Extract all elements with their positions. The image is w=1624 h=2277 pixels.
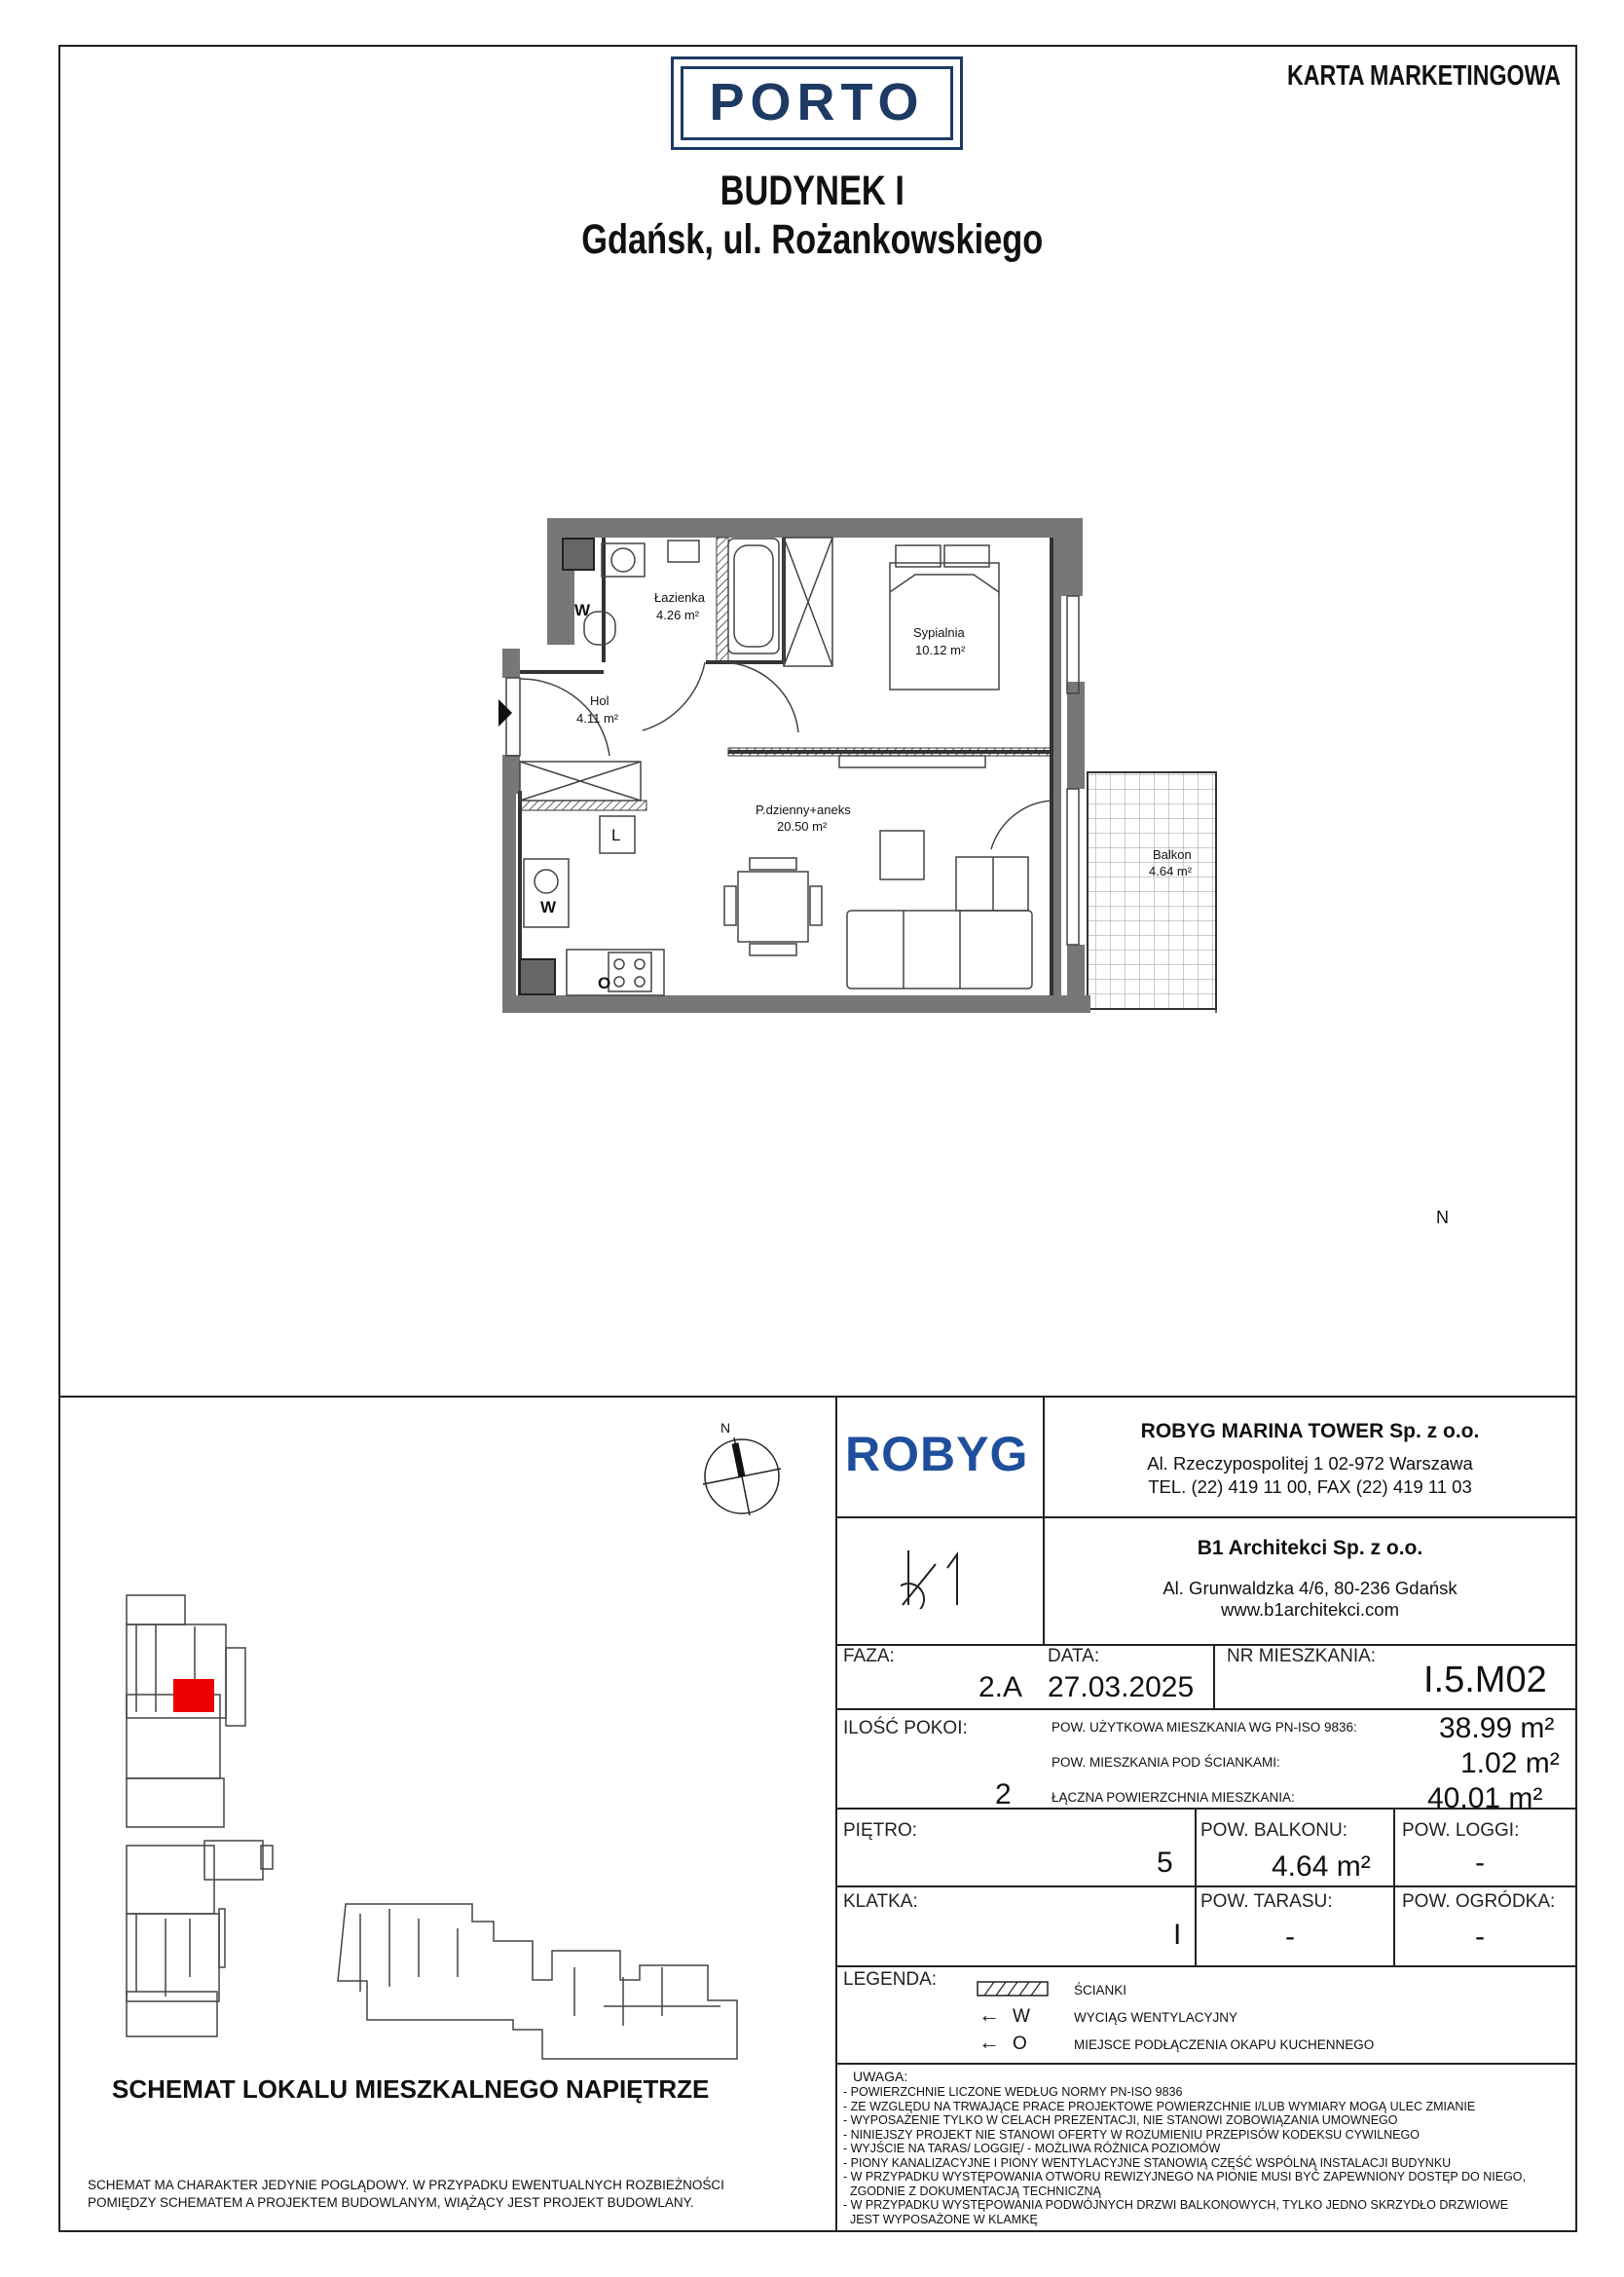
legend-w-arrow: ←	[978, 2002, 1000, 2027]
hall-area: 4.11 m²	[576, 711, 619, 726]
note-item: - ZE WZGLĘDU NA TRWAJĄCE PRACE PROJEKTOWE POWIERZCHNIE I/LUB WYMIARY MOGĄ ULEC ZMIANIE	[843, 2099, 1476, 2113]
ogrodek-value: -	[1475, 1921, 1485, 1953]
data-label: DATA:	[1048, 1646, 1100, 1666]
living-name: P.dzienny+aneks	[756, 803, 851, 817]
balkon-label: POW. BALKONU:	[1200, 1820, 1347, 1841]
note-item: - WYPOSAŻENIE TYLKO W CELACH PREZENTACJI, NIE STANOWI ZOBOWIĄZANIA UMOWNEGO	[843, 2113, 1398, 2127]
ogrodek-label: POW. OGRÓDKA:	[1402, 1891, 1556, 1912]
fridge-marker: L	[611, 826, 621, 844]
legend-title: LEGENDA:	[843, 1969, 938, 1990]
developer-name: ROBYG MARINA TOWER Sp. z o.o.	[1140, 1420, 1480, 1442]
pow-uzytkowa-label: POW. UŻYTKOWA MIESZKANIA WG PN-ISO 9836:	[1052, 1720, 1357, 1735]
pokoje-label: ILOŚĆ POKOI:	[843, 1718, 968, 1738]
scheme-title: SCHEMAT LOKALU MIESZKALNEGO NAPIĘTRZE	[112, 2074, 710, 2104]
building-scheme	[0, 1402, 835, 2084]
legend-o-symbol: O	[1013, 2034, 1027, 2054]
note-item: - W PRZYPADKU WYSTĘPOWANIA PODWÓJNYCH DRZWI BALKONOWYCH, TYLKO JEDNO SKRZYDŁO DRZWIOWE	[843, 2198, 1509, 2212]
plan-compass-north: N	[1436, 1208, 1449, 1227]
pow-scianki-value: 1.02 m²	[1460, 1747, 1560, 1779]
pow-laczna-label: ŁĄCZNA POWIERZCHNIA MIESZKANIA:	[1052, 1790, 1295, 1805]
bedroom-area: 10.12 m²	[915, 643, 966, 657]
porto-logo: PORTO	[671, 56, 963, 150]
note-item: JEST WYPOSAŻONE W KLAMKĘ	[843, 2212, 1038, 2226]
vent-marker: W	[574, 601, 591, 619]
robyg-logo: ROBYG	[845, 1427, 1029, 1481]
legend-o-arrow: ←	[978, 2030, 1000, 2054]
scheme-compass	[703, 1437, 781, 1515]
card-type-label: KARTA MARKETINGOWA	[1287, 60, 1561, 92]
nr-label: NR MIESZKANIA:	[1227, 1646, 1377, 1666]
legend-hatch-swatch	[977, 1979, 1051, 1998]
vent-marker-kitchen: W	[540, 898, 557, 916]
legend-w-text: WYCIĄG WENTYLACYJNY	[1074, 2010, 1238, 2025]
balkon-value: 4.64 m²	[1272, 1850, 1371, 1883]
scheme-note-2: POMIĘDZY SCHEMATEM A PROJEKTEM BUDOWLANYM, WIĄŻĄCY JEST PROJEKT BUDOWLANY.	[88, 2195, 694, 2210]
note-item: - NINIEJSZY PROJEKT NIE STANOWI OFERTY W ROZUMIENIU PRZEPISÓW KODEKSU CYWILNEGO	[843, 2127, 1420, 2142]
faza-value: 2.A	[978, 1671, 1023, 1703]
legend-w-symbol: W	[1013, 2006, 1030, 2027]
note-item: - PIONY KANALIZACYJNE I PIONY WENTYLACYJNE STANOWIĄ CZĘŚĆ WSPÓLNĄ INSTALACJI BUDYNKU	[843, 2155, 1452, 2170]
scheme-note-1: SCHEMAT MA CHARAKTER JEDYNIE POGLĄDOWY. W PRZYPADKU EWENTUALNYCH ROZBIEŻNOŚCI	[88, 2178, 724, 2192]
balcony	[1088, 772, 1216, 1013]
architect-address: Al. Grunwaldzka 4/6, 80-236 Gdańsk	[1163, 1578, 1458, 1598]
loggia-value: -	[1475, 1847, 1485, 1879]
highlight-unit	[173, 1679, 214, 1712]
note-item: - POWIERZCHNIE LICZONE WEDŁUG NORMY PN-ISO 9836	[843, 2085, 1183, 2099]
loggia-label: POW. LOGGI:	[1402, 1820, 1520, 1841]
legend-o-text: MIEJSCE PODŁĄCZENIA OKAPU KUCHENNEGO	[1074, 2037, 1375, 2052]
klatka-label: KLATKA:	[843, 1891, 918, 1912]
klatka-value: I	[1173, 1919, 1182, 1951]
bathroom-area: 4.26 m²	[656, 608, 700, 622]
pokoje-value: 2	[995, 1778, 1012, 1810]
note-item: ZGODNIE Z DOKUMENTACJĄ TECHNICZNĄ	[843, 2184, 1101, 2198]
architect-name: B1 Architekci Sp. z o.o.	[1197, 1537, 1423, 1559]
pow-laczna-value: 40.01 m²	[1427, 1782, 1543, 1814]
pietro-value: 5	[1157, 1847, 1173, 1879]
note-item: - WYJŚCIE NA TARAS/ LOGGIĘ/ - MOŻLIWA RÓŻNICA POZIOMÓW	[843, 2142, 1221, 2155]
floor-plan	[0, 0, 1624, 1071]
hood-marker: O	[598, 974, 611, 992]
note-item: - W PRZYPADKU WYSTĘPOWANIA OTWORU REWIZYJNEGO NA PIONIE MUSI BYĆ ZAPEWNIONY DOSTĘP DO NIEGO,	[843, 2170, 1526, 2184]
architect-web: www.b1architekci.com	[1220, 1599, 1399, 1620]
taras-value: -	[1285, 1921, 1295, 1953]
bedroom-name: Sypialnia	[913, 625, 965, 640]
b1-logo	[901, 1550, 971, 1614]
walls	[502, 518, 1090, 1013]
balcony-area: 4.64 m²	[1149, 864, 1193, 878]
scheme-compass-north: N	[720, 1420, 731, 1436]
taras-label: POW. TARASU:	[1200, 1891, 1333, 1912]
developer-phone: TEL. (22) 419 11 00, FAX (22) 419 11 03	[1148, 1476, 1472, 1497]
developer-address: Al. Rzeczypospolitej 1 02-972 Warszawa	[1147, 1453, 1473, 1474]
nr-value: I.5.M02	[1423, 1660, 1547, 1700]
balcony-name: Balkon	[1153, 847, 1192, 862]
address-title: Gdańsk, ul. Rożankowskiego	[580, 216, 1044, 263]
notes-title: UWAGA:	[853, 2069, 908, 2084]
notes-list	[843, 2085, 1526, 2226]
living-area: 20.50 m²	[777, 819, 828, 834]
faza-label: FAZA:	[843, 1646, 895, 1666]
hall-name: Hol	[590, 693, 609, 708]
legend-scianki: ŚCIANKI	[1074, 1983, 1127, 1997]
bathroom-name: Łazienka	[654, 590, 706, 605]
pow-scianki-label: POW. MIESZKANIA POD ŚCIANKAMI:	[1052, 1755, 1280, 1770]
pietro-label: PIĘTRO:	[843, 1820, 918, 1841]
data-value: 27.03.2025	[1048, 1671, 1195, 1703]
pow-uzytkowa-value: 38.99 m²	[1439, 1712, 1555, 1744]
building-title: BUDYNEK I	[720, 168, 904, 214]
